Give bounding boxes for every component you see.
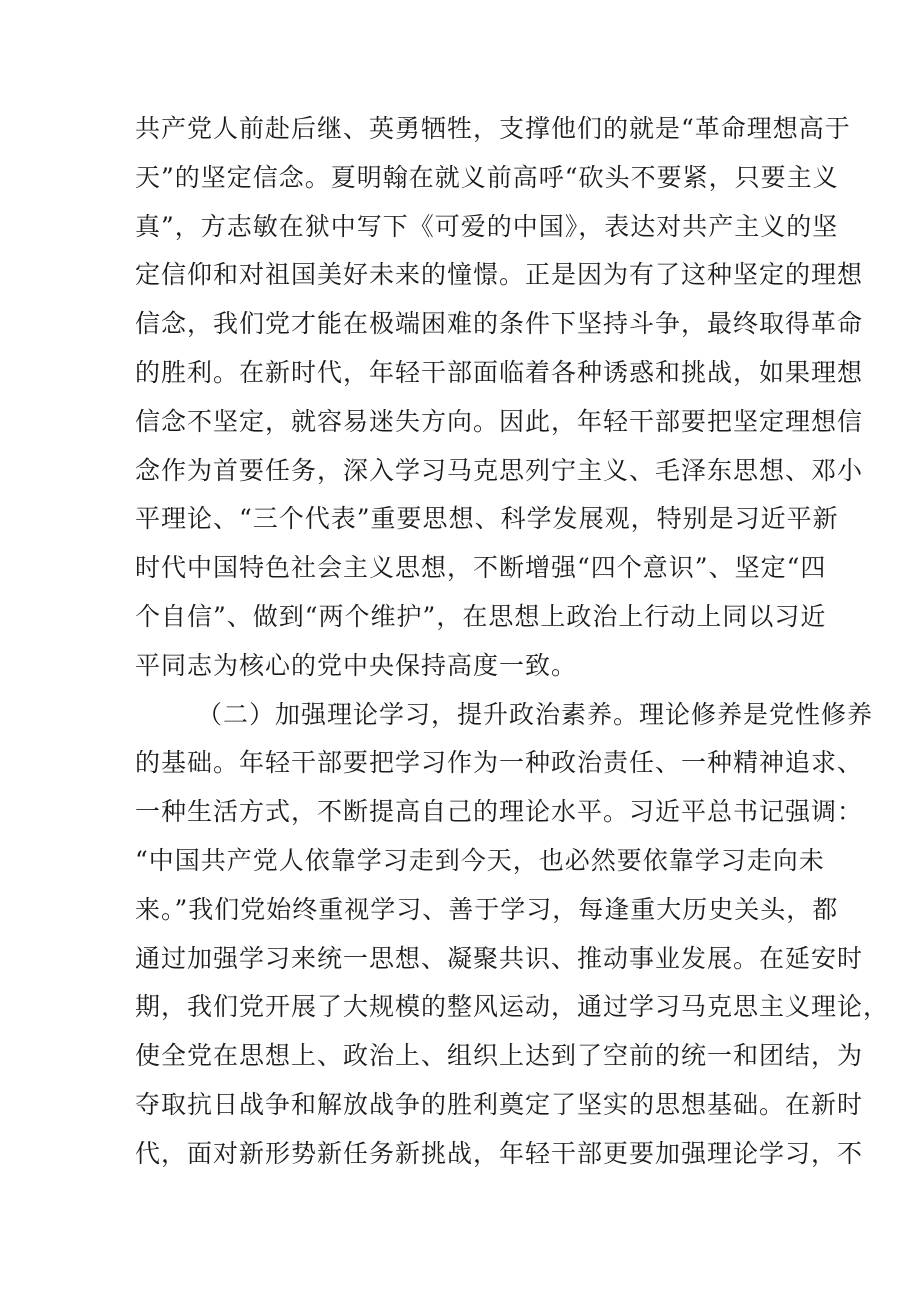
text-line: 来。”我们党始终重视学习、善于学习，每逢重大历史关头，都 <box>135 894 839 924</box>
text-line: 一种生活方式，不断提高自己的理论水平。习近平总书记强调： <box>135 797 864 827</box>
text-line: 的胜利。在新时代，年轻干部面临着各种诱惑和挑战，如果理想 <box>135 357 864 387</box>
text-line: 个自信”、做到“两个维护”，在思想上政治上行动上同以习近 <box>135 601 827 631</box>
text-line: 信念，我们党才能在极端困难的条件下坚持斗争，最终取得革命 <box>135 309 864 339</box>
body-text <box>135 105 890 1179</box>
text-line: 天”的坚定信念。夏明翰在就义前高呼“砍头不要紧，只要主义 <box>135 162 839 192</box>
text-line: 的基础。年轻干部要把学习作为一种政治责任、一种精神追求、 <box>135 748 864 778</box>
text-line: “中国共产党人依靠学习走到今天，也必然要依靠学习走向未 <box>135 845 825 875</box>
text-line: 平理论、“三个代表”重要思想、科学发展观，特别是习近平新 <box>135 504 839 534</box>
paragraph-2 <box>135 691 890 1179</box>
text-line: 代，面对新形势新任务新挑战，年轻干部更要加强理论学习，不 <box>135 1138 864 1168</box>
text-line: 信念不坚定，就容易迷失方向。因此，年轻干部要把坚定理想信 <box>135 406 864 436</box>
text-line: 定信仰和对祖国美好未来的憧憬。正是因为有了这种坚定的理想 <box>135 260 864 290</box>
text-line: 念作为首要任务，深入学习马克思列宁主义、毛泽东思想、邓小 <box>135 455 864 485</box>
text-line: 夺取抗日战争和解放战争的胜利奠定了坚实的思想基础。在新时 <box>135 1089 864 1119</box>
text-line: 通过加强学习来统一思想、凝聚共识、推动事业发展。在延安时 <box>135 943 864 973</box>
text-line: 真”，方志敏在狱中写下《可爱的中国》，表达对共产主义的坚 <box>135 211 839 241</box>
paragraph-1 <box>135 105 864 691</box>
text-line: 使全党在思想上、政治上、组织上达到了空前的统一和团结，为 <box>135 1041 864 1071</box>
text-line: 时代中国特色社会主义思想，不断增强“四个意识”、坚定“四 <box>135 553 827 583</box>
text-line: 平同志为核心的党中央保持高度一致。 <box>135 650 578 680</box>
text-line: 期，我们党开展了大规模的整风运动，通过学习马克思主义理论， <box>135 992 890 1022</box>
section-heading-line: （二）加强理论学习，提升政治素养。理论修养是党性修养 <box>197 699 874 729</box>
text-line: 共产党人前赴后继、英勇牺牲，支撑他们的就是“革命理想高于 <box>135 114 851 143</box>
